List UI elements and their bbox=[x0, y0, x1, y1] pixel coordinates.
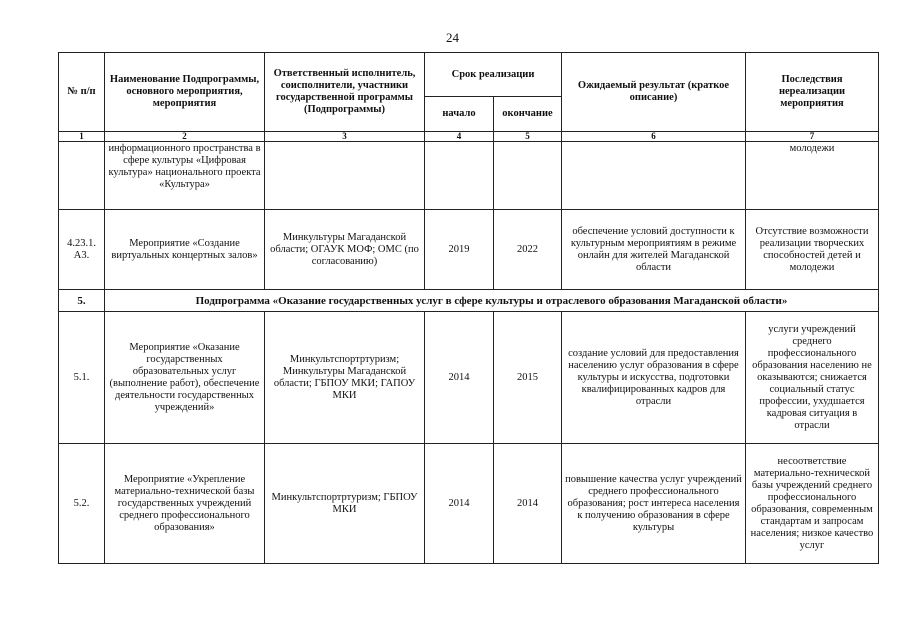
table-row bbox=[59, 444, 879, 564]
header-result: Ожидаемый результат (краткое описание) bbox=[562, 53, 746, 132]
header-consequences: Последствия нереализации мероприятия bbox=[746, 53, 879, 132]
page-number: 24 bbox=[446, 30, 459, 45]
cell-start: 2014 bbox=[425, 444, 494, 564]
column-number: 6 bbox=[562, 132, 746, 142]
table-row bbox=[59, 142, 879, 210]
header-responsible: Ответственный исполнитель, соисполнители, участники государственной программы (Подпрограммы) bbox=[265, 53, 425, 132]
column-number: 7 bbox=[746, 132, 879, 142]
cell-end: 2014 bbox=[494, 444, 562, 564]
cell-consequences: Отсутствие возможности реализации творческих способностей детей и молодежи bbox=[746, 210, 879, 290]
cell-start bbox=[425, 142, 494, 210]
cell-responsible: Минкультспортртуризм; Минкультуры Магаданской области; ГБПОУ МКИ; ГАПОУ МКИ bbox=[265, 312, 425, 444]
section-num: 5. bbox=[59, 290, 105, 312]
cell-name: информационного пространства в сфере культуры «Цифровая культура» национального проекта «Культура» bbox=[105, 142, 265, 210]
header-num: № п/п bbox=[59, 53, 105, 132]
cell-result bbox=[562, 142, 746, 210]
cell-num: 5.1. bbox=[59, 312, 105, 444]
header-start: начало bbox=[425, 97, 494, 132]
program-table bbox=[58, 52, 879, 564]
cell-num: 4.23.1. А3. bbox=[59, 210, 105, 290]
column-number: 2 bbox=[105, 132, 265, 142]
cell-result: повышение качества услуг учреждений среднего профессионального образования; рост интереса населения к получению образования в сфере культуры bbox=[562, 444, 746, 564]
cell-responsible: Минкультуры Магаданской области; ОГАУК МОФ; ОМС (по согласованию) bbox=[265, 210, 425, 290]
column-number-row bbox=[59, 132, 879, 142]
cell-end bbox=[494, 142, 562, 210]
table-row bbox=[59, 312, 879, 444]
cell-start: 2019 bbox=[425, 210, 494, 290]
cell-name: Мероприятие «Оказание государственных образовательных услуг (выполнение работ), обеспечение деятельности государственных учреждений» bbox=[105, 312, 265, 444]
table-row bbox=[59, 210, 879, 290]
cell-name: Мероприятие «Создание виртуальных концертных залов» bbox=[105, 210, 265, 290]
cell-end: 2022 bbox=[494, 210, 562, 290]
cell-name: Мероприятие «Укрепление материально-технической базы государственных учреждений среднего профессионального образования» bbox=[105, 444, 265, 564]
cell-consequences: молодежи bbox=[746, 142, 879, 210]
cell-end: 2015 bbox=[494, 312, 562, 444]
section-row bbox=[59, 290, 879, 312]
cell-num: 5.2. bbox=[59, 444, 105, 564]
cell-result: создание условий для предоставления населению услуг образования в сфере культуры и искусства, подготовки квалифицированных кадров для отрасли bbox=[562, 312, 746, 444]
column-number: 1 bbox=[59, 132, 105, 142]
column-number: 3 bbox=[265, 132, 425, 142]
cell-consequences: услуги учреждений среднего профессионального образования населению не оказываются; снижается социальный статус профессии, ухудшается кадровая ситуация в отрасли bbox=[746, 312, 879, 444]
cell-responsible: Минкультспортртуризм; ГБПОУ МКИ bbox=[265, 444, 425, 564]
cell-responsible bbox=[265, 142, 425, 210]
header-row bbox=[59, 53, 879, 97]
cell-consequences: несоответствие материально-технической базы учреждений среднего профессионального образования, современным стандартам и запросам населения; низкое качество услуг bbox=[746, 444, 879, 564]
cell-start: 2014 bbox=[425, 312, 494, 444]
section-title: Подпрограмма «Оказание государственных услуг в сфере культуры и отраслевого образования Магаданской области» bbox=[105, 290, 879, 312]
header-period: Срок реализации bbox=[425, 53, 562, 97]
cell-num bbox=[59, 142, 105, 210]
header-end: окончание bbox=[494, 97, 562, 132]
header-name: Наименование Подпрограммы, основного мероприятия, мероприятия bbox=[105, 53, 265, 132]
cell-result: обеспечение условий доступности к культурным мероприятиям в режиме онлайн для жителей Магаданской области bbox=[562, 210, 746, 290]
column-number: 4 bbox=[425, 132, 494, 142]
column-number: 5 bbox=[494, 132, 562, 142]
